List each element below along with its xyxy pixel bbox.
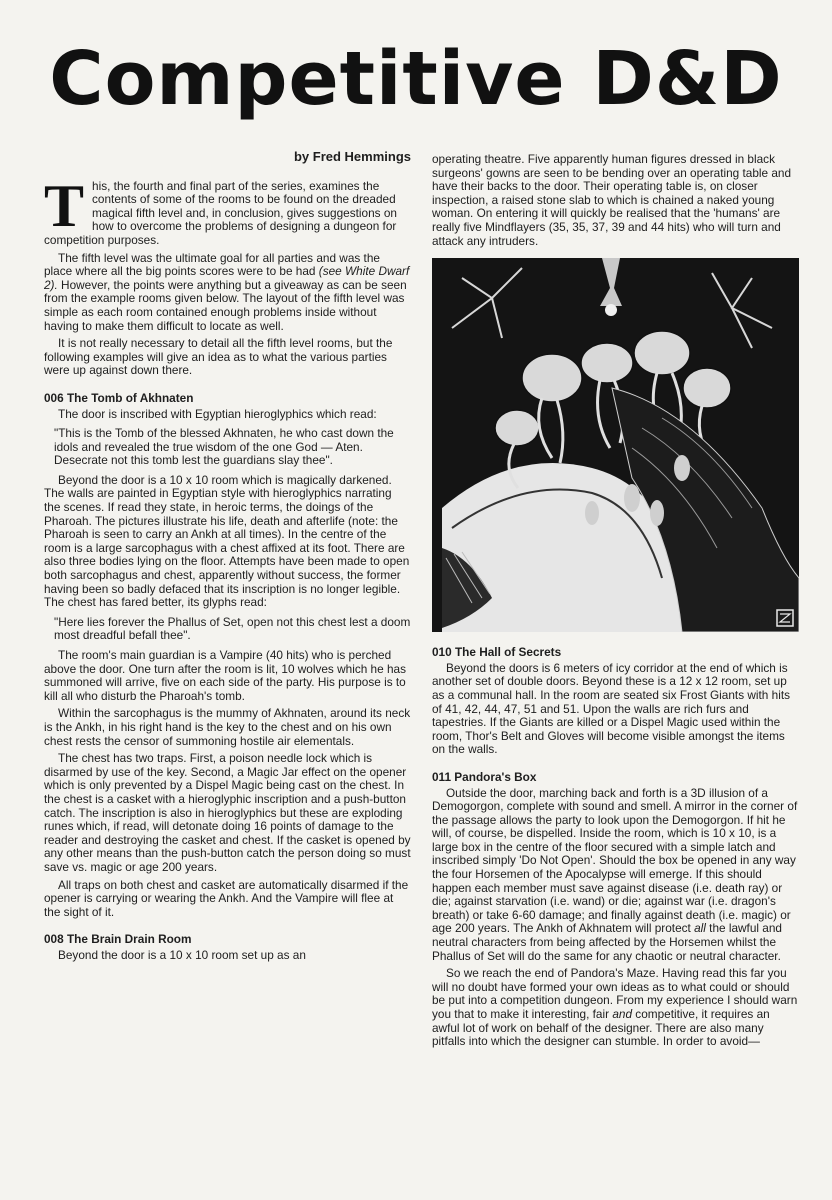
- section-heading-010: 010 The Hall of Secrets: [432, 645, 562, 660]
- paragraph: [432, 967, 799, 1049]
- paragraph: The room's main guardian is a Vampire (40 hits) who is perched above the door. One turn after the room is lit, 10 wolves which he has summoned will arrive, five on each side of the party. His purpose is to kill all who disturb the Pharoah's tomb.: [44, 648, 406, 703]
- mindflayer-illustration: [432, 258, 799, 632]
- paragraph-text: Outside the door, marching back and forth is a 3D illusion of a Demogorgon, complete with sound and smell. A mirror in the corner of the passage allows the party to look upon the Demogorgon. If hit he will, of course, be dispelled. Inside the room, which is 10 x 10, is a large box in the centre of the floor secured with a simple latch and inscribed simply 'Do Not Open'. Should the box be opened in any way the four Horsemen of the Apocalypse will emerge. If this should happen each member must save against disease (i.e. death ray) or die; against starvation (i.e. wand) or die; against war (i.e. dragon's breath) or take 6-60 damage; and finally against death (i.e. magic) or age 200 years. The Ankh of Akhnatem will protect: [432, 785, 798, 936]
- paragraph-text: the lawful and neutral characters from being affected by the Horsemen whilst the Phallus of Set will do the same for any chaotic or neutral character.: [432, 921, 782, 963]
- article-title: Competitive D&D: [49, 36, 783, 122]
- reference-text: (see White Dwarf 2).: [44, 264, 410, 292]
- paragraph-text: So we reach the end of Pandora's Maze. Having read this far you will no doubt have formed your own ideas as to what could or should be put into a competition dungeon. From my experience I should warn you that to make it interesting, fair: [432, 966, 798, 1021]
- paragraph-text: However, the points were anything but a giveaway as can be seen from the example rooms given below. The layout of the fifth level was simple as each room contained enough problems inside without having to make them difficult to locate as well.: [44, 277, 407, 333]
- byline: by Fred Hemmings: [293, 149, 411, 164]
- inscription-quote: "This is the Tomb of the blessed Akhnaten, he who cast down the idols and revealed the true wisdom of the one God — Aten. Desecrate not this tomb lest the guardians slay thee".: [54, 426, 394, 468]
- drop-cap: T: [44, 172, 85, 239]
- paragraph: The chest has two traps. First, a poison needle lock which is disarmed by use of the key. Second, a Magic Jar effect on the opener which is only prevented by a Dispel Magic being cast on the chest. In the chest is a casket with a hieroglyphic inscription and a push-button catch. The inscription is also in hieroglyphics but these are exploding runes which, if read, will detonate doing 16 points of damage to the reader and destroying the casket and chest. If the casket is opened by any other means than the push-button catch the person doing so must save vs. magic or age 200 years.: [44, 751, 411, 874]
- paragraph: Within the sarcophagus is the mummy of Akhnaten, around its neck is the Ankh, in his right hand is the key to the chest and on his own chest rests the censor of summoning hostile air elementals.: [44, 706, 411, 748]
- paragraph: The door is inscribed with Egyptian hieroglyphics which read:: [58, 406, 377, 421]
- left-column: [44, 150, 411, 966]
- section-heading-011: 011 Pandora's Box: [432, 769, 537, 784]
- paragraph: All traps on both chest and casket are automatically disarmed if the opener is carrying or wearing the Ankh. And the Vampire will flee at the sight of it.: [44, 877, 409, 919]
- paragraph: It is not really necessary to detail all the fifth level rooms, but the following examples will give an idea as to what the various parties were up against down there.: [44, 336, 393, 378]
- emphasis-text: all: [694, 921, 706, 936]
- paragraph: Beyond the door is a 10 x 10 room which is magically darkened. The walls are painted in Egyptian style with hieroglyphics narrating the scenes. If read they state, in heroic terms, the doings of the Pharoah. The pictures illustrate his life, death and afterlife (note: the Pharoah is seen to carry an Ankh at all times). In the centre of the room is a large sarcophagus with a chest affixed at its foot. There are also three bodies lying on the floor. Attempts have been made to open both sarcophagus and chest, apparently without success, the former having been so badly defaced that its inscription is no longer legible. The chest has fared better, its glyphs read:: [44, 472, 410, 610]
- emphasis-text: and: [612, 1007, 633, 1021]
- inscription-quote: "Here lies forever the Phallus of Set, open not this chest lest a doom most dreadful befall thee".: [54, 614, 411, 643]
- paragraph: [44, 252, 411, 334]
- section-heading-008: 008 The Brain Drain Room: [44, 932, 192, 947]
- paragraph: [432, 787, 799, 964]
- right-column: [432, 153, 799, 1053]
- intro-text: his, the fourth and final part of the series, examines the contents of some of the rooms to be found on the dreaded magical fifth level and, in conclusion, gives suggestions on how to overcome the problems of designing a dungeon for competition purposes.: [44, 178, 397, 247]
- paragraph-text: competitive, it requires an awful lot of work on behalf of the designer. There are also many pitfalls into which the designer can stumble. In order to avoid—: [432, 1007, 770, 1049]
- section-heading-006: 006 The Tomb of Akhnaten: [44, 390, 194, 405]
- paragraph: operating theatre. Five apparently human figures dressed in black surgeons' gowns are seen to be bending over an operating table and have their backs to the door. Their operating table is, on closer inspection, a raised stone slab to which is chained a naked young woman. On entering it will quickly be realised that the 'humans' are really five Mindflayers (35, 35, 37, 39 and 44 hits) who will turn and attack any intruders.: [432, 152, 792, 248]
- paragraph-text: The fifth level was the ultimate goal for all parties and was the place where all the big points scores were to be had: [44, 250, 380, 279]
- intro-paragraph: [44, 172, 411, 248]
- paragraph: Beyond the door is a 10 x 10 room set up as an: [58, 947, 306, 962]
- paragraph: Beyond the doors is 6 meters of icy corridor at the end of which is another set of double doors. Beyond these is a 12 x 12 room, set up as a communal hall. In the room are seated six Frost Giants with hits of 41, 42, 44, 47, 51 and 51. Upon the walls are rich furs and tapestries. If the Giants are killed or a Dispel Magic used within the room, Thor's Belt and Gloves will become visible amongst the items on the walls.: [432, 660, 790, 757]
